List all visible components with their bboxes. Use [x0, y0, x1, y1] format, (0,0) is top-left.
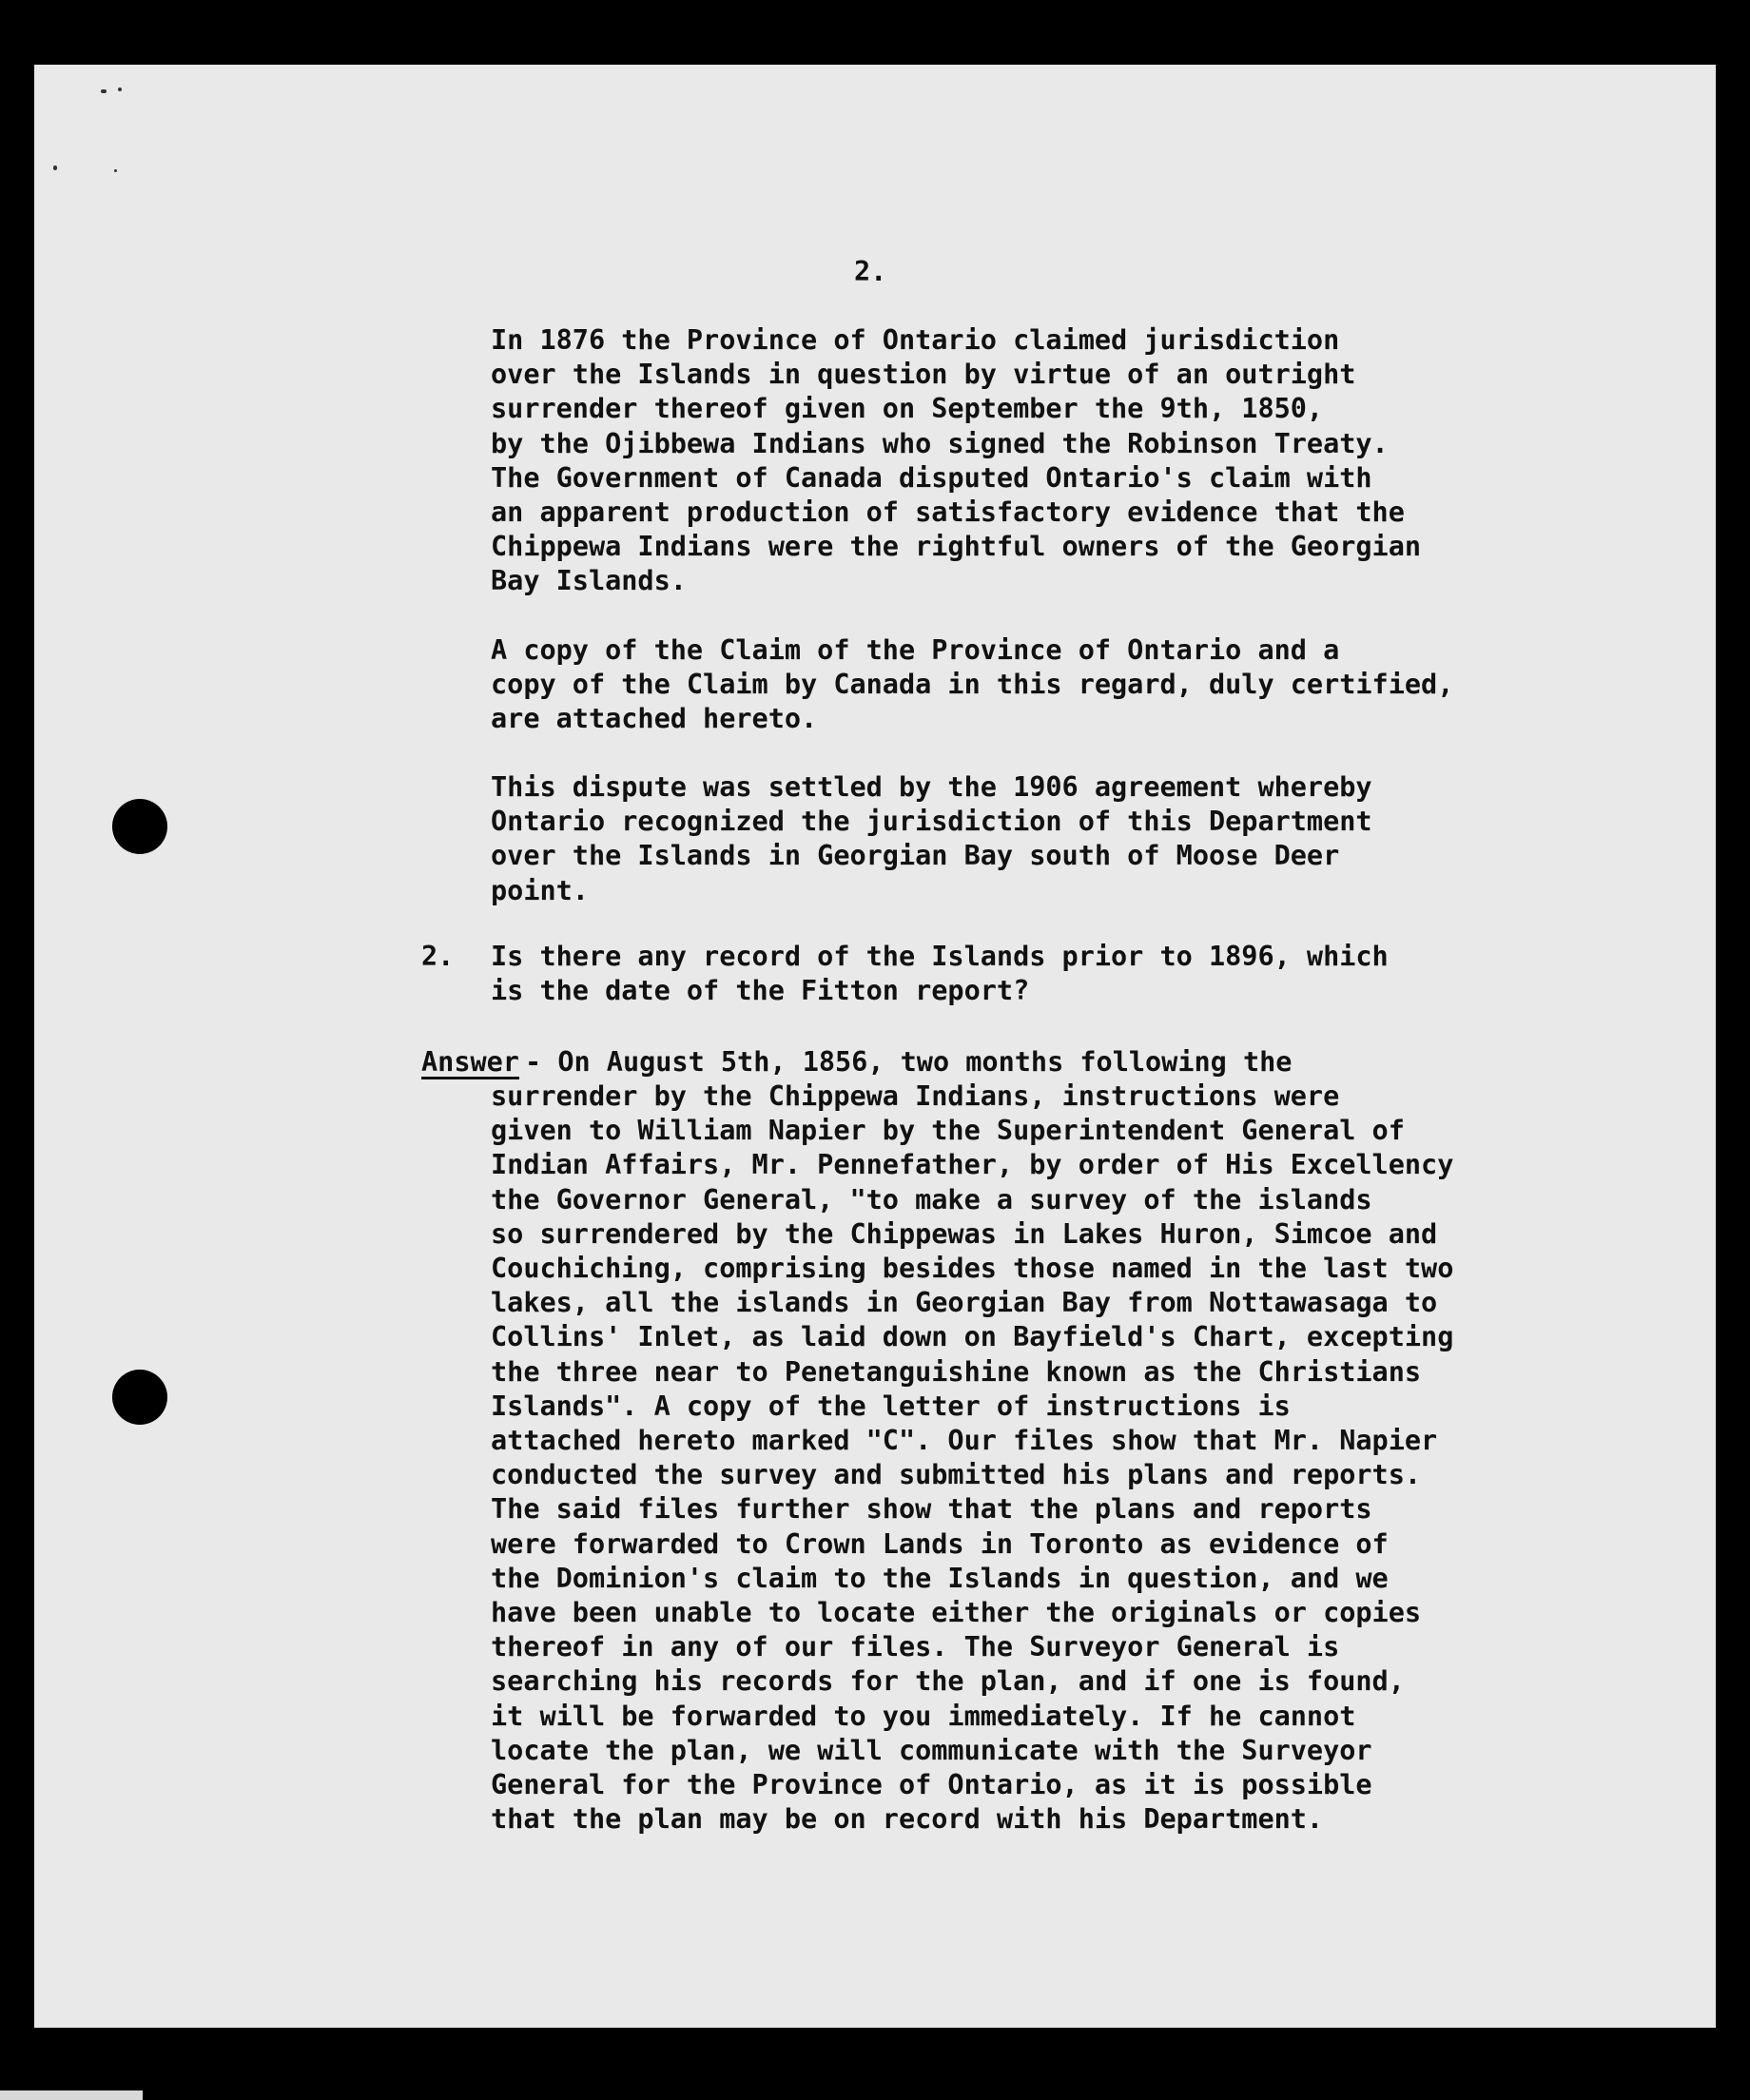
paragraph-dispute-settled: This dispute was settled by the 1906 agreement whereby Ontario recognized the jurisdiction of this Department over the Islands in Georgian Bay south of Moose Deer point. — [491, 771, 1372, 906]
scan-edge-strip — [0, 2090, 143, 2100]
document-page — [34, 65, 1716, 2028]
paper-speck — [101, 89, 107, 93]
page-number: 2. — [854, 256, 887, 287]
paragraph-claim-copies: A copy of the Claim of the Province of Ontario and a copy of the Claim by Canada in this regard, duly certified, are attached hereto. — [491, 634, 1454, 735]
paragraph-jurisdiction-claim: In 1876 the Province of Ontario claimed jurisdiction over the Islands in question by virtue of an outright surrender thereof given on September the 9th, 1850, by the Ojibbewa Indians who signed the Robinson Treaty. The Government of Canada disputed Ontario's claim with an apparent production of satisfactory evidence that the Chippewa Indians were the rightful owners of the Georgian Bay Islands. — [491, 324, 1422, 597]
answer-label: Answer — [421, 1046, 519, 1078]
paper-speck — [53, 165, 57, 170]
question-text: Is there any record of the Islands prior to 1896, which is the date of the Fitton report? — [491, 941, 1389, 1007]
question-number: 2. — [421, 941, 455, 972]
punch-hole — [112, 799, 167, 854]
answer-body: surrender by the Chippewa Indians, instructions were given to William Napier by the Superintendent General of Indian Affairs, Mr. Pennefather, by order of His Excellency the Governor General, "to make a survey of the islands so surrendered by the Chippewas in Lakes Huron, Simcoe and Couchiching, comprising besides those named in the last two lakes, all the islands in Georgian Bay from Nottawasaga to Collins' Inlet, as laid down on Bayfield's Chart, excepting the three near to Penetanguishine known as the Christians Islands". A copy of the letter of instructions is attached hereto marked "C". Our files show that Mr. Napier conducted the survey and submitted his plans and reports. The said files further show that the plans and reports were forwarded to Crown Lands in Toronto as evidence of the Dominion's claim to the Islands in question, and we have been unable to locate either the originals or copies thereof in any of our files. The Surveyor General is searching his records for the plan, and if one is found, it will be forwarded to you immediately. If he cannot locate the plan, we will communicate with the Surveyor General for the Province of Ontario, as it is possible that the plan may be on record with his Department. — [491, 1080, 1454, 1836]
paper-speck — [118, 88, 122, 91]
punch-hole — [112, 1370, 167, 1425]
paper-speck — [114, 169, 117, 172]
answer-first-line: - On August 5th, 1856, two months following the — [525, 1046, 1293, 1078]
